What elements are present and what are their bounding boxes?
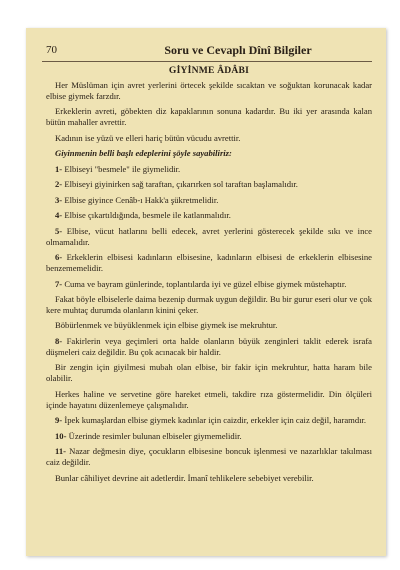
- list-item: [46, 252, 372, 274]
- running-title: Soru ve Cevaplı Dînî Bilgiler: [164, 43, 312, 57]
- item-text: Elbise çıkartıldığında, besmele ile katlanmalıdır.: [64, 210, 231, 221]
- item-number: 3-: [55, 194, 63, 205]
- list-item: [46, 336, 372, 358]
- item-number: 9-: [55, 415, 63, 426]
- item-number: 8-: [55, 335, 63, 346]
- paragraph: Bir zengin için giyilmesi mubah olan elbise, bir fakir için mekruhtur, hatta haram bile olabilir.: [46, 362, 372, 384]
- item-text: Elbiseyi "besmele" ile giymelidir.: [64, 163, 181, 174]
- item-number: 10-: [55, 430, 67, 441]
- paragraph: Bunlar câhiliyet devrine ait adetlerdir. İmanî tehlikelere sebebiyet verebilir.: [55, 472, 314, 483]
- item-text: Elbise, vücut hatlarını belli edecek, avret yerlerini gösterecek şekilde sıkı ve ince olmamalıdır.: [46, 225, 372, 247]
- item-number: 5-: [55, 225, 63, 236]
- list-item: [46, 179, 372, 190]
- paragraph: Kadının ise yüzü ve elleri hariç bütün vücudu avrettir.: [55, 132, 241, 143]
- page-number: 70: [46, 44, 57, 56]
- item-number: 11-: [55, 446, 66, 457]
- item-number: 4-: [55, 210, 63, 221]
- list-item: [46, 279, 372, 290]
- item-text: Nazar değmesin diye, çocukların elbisesine boncuk işlenmesi ve nazarlıklar takılması caiz değildir.: [46, 446, 372, 468]
- list-item: [46, 431, 372, 442]
- item-number: 7-: [55, 278, 63, 289]
- section-title: GİYİNME ÂDÂBI: [168, 65, 250, 76]
- paragraph: Fakat böyle elbiselerle daima bezenip durmak uygun değildir. Bu bir gurur eseri olur ve çok kere muhtaç durumda olanların kinini çeker.: [46, 294, 372, 315]
- item-text: Cuma ve bayram günlerinde, toplantılarda iyi ve güzel elbise giymek müstehaptır.: [64, 278, 347, 289]
- item-text: Erkeklerin elbisesi kadınların elbisesine, kadınların elbisesi de erkeklerin elbisesine benzememelidir.: [46, 252, 372, 274]
- book-page: [26, 28, 386, 556]
- item-number: 6-: [55, 252, 63, 263]
- item-text: Fakirlerin veya geçimleri orta halde olanların büyük zenginleri taklit ederek israfa düşmeleri caiz değildir. Bu çok acınacak bir haldir.: [46, 335, 372, 357]
- item-text: Üzerinde resimler bulunan elbiseler giymemelidir.: [68, 430, 242, 441]
- paragraph: Her Müslüman için avret yerlerini örtecek şekilde sıcaktan ve soğuktan korunacak kadar elbise giymek farzdır.: [46, 79, 372, 101]
- list-item: [46, 210, 372, 221]
- item-text: Elbise giyince Cenâb-ı Hakk'a şükretmelidir.: [64, 194, 219, 205]
- item-text: İpek kumaşlardan elbise giymek kadınlar için caizdir, erkekler için caiz değil, haramdır.: [64, 415, 367, 426]
- paragraph: Erkeklerin avreti, göbekten diz kapaklarının sonuna kadardır. Bu iki yer arasında kalan bütün mahaller avrettir.: [46, 106, 372, 128]
- list-item: [46, 164, 372, 175]
- list-item: [46, 415, 372, 426]
- item-number: 1-: [55, 163, 63, 174]
- paragraph: Böbürlenmek ve büyüklenmek için elbise giymek ise mekruhtur.: [55, 320, 278, 331]
- paragraph: Herkes haline ve servetine göre hareket etmeli, takdire rıza göstermelidir. Din ölçüleri içinde hayatını düzenlemeye çalışmalıdır.: [46, 388, 372, 410]
- list-item: [46, 446, 372, 468]
- page-header: [26, 44, 386, 58]
- list-item: [46, 195, 372, 206]
- page-content: [46, 66, 372, 488]
- item-number: 2-: [55, 179, 63, 190]
- subheading: Giyinmenin belli başlı edeplerini şöyle sayabiliriz:: [55, 148, 232, 159]
- header-rule: [42, 61, 372, 62]
- list-item: [46, 226, 372, 248]
- item-text: Elbiseyi giyinirken sağ taraftan, çıkarırken sol taraftan başlamalıdır.: [64, 179, 298, 190]
